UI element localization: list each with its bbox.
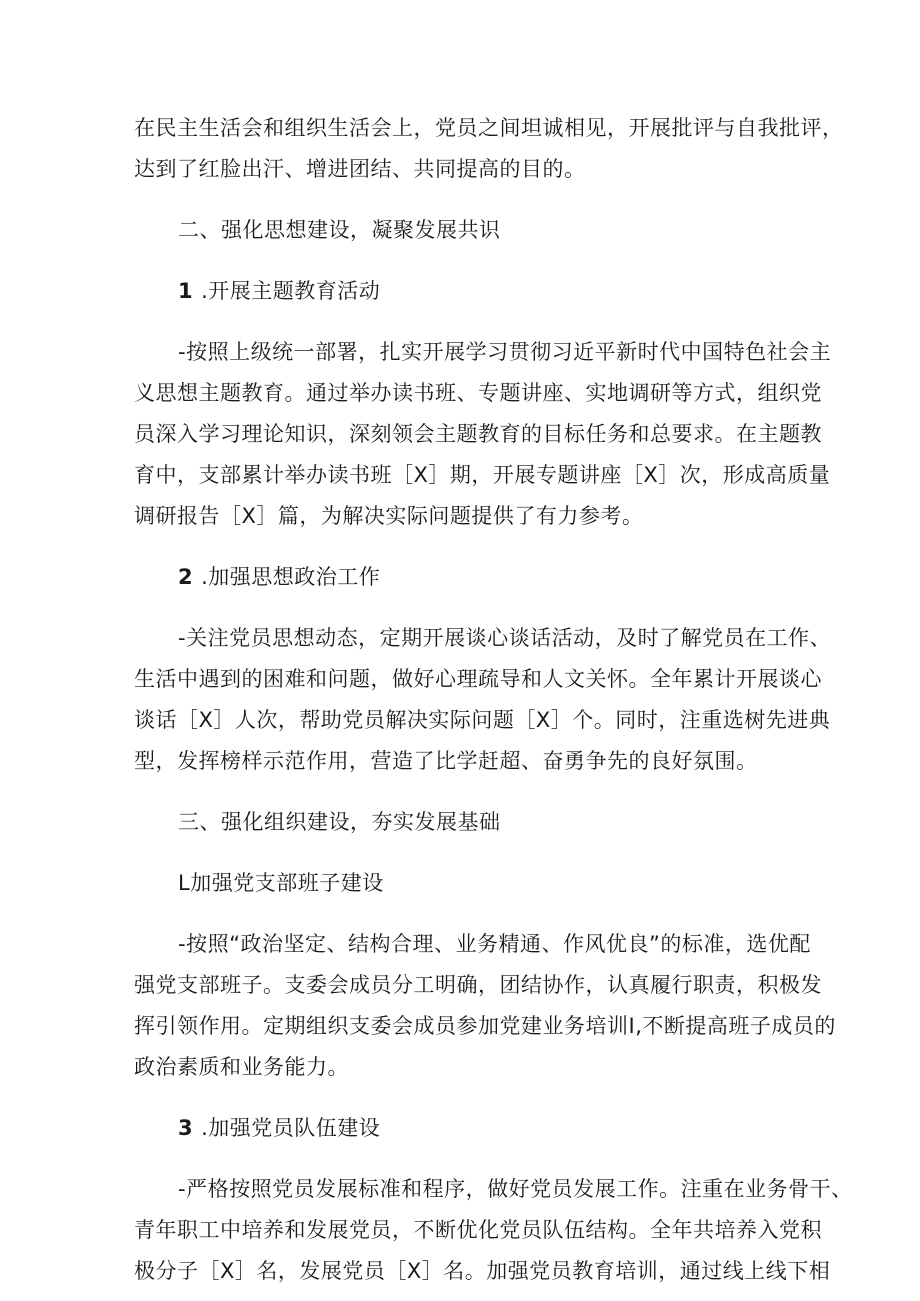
body-text-line: 政治素质和业务能力。 xyxy=(134,1055,349,1079)
body-text-line: 挥引领作用。定期组织支委会成员参加党建业务培训I,不断提高班子成员的 xyxy=(134,1014,836,1038)
subsection-heading xyxy=(134,1108,789,1149)
subsection-title: .加强党员队伍建设 xyxy=(201,1116,381,1140)
section-heading: 二、强化思想建设，凝聚发展共识 xyxy=(178,218,501,242)
body-text-line: -按照上级统一部署，扎实开展学习贯彻习近平新时代中国特色社会主 xyxy=(178,340,832,364)
body-text-line: 生活中遇到的困难和问题，做好心理疏导和人文关怀。全年累计开展谈心 xyxy=(134,667,822,691)
body-text-line: 调研报告［X］篇，为解决实际问题提供了有力参考。 xyxy=(134,504,644,528)
body-text-line: -严格按照党员发展标准和程序，做好党员发展工作。注重在业务骨干、 xyxy=(178,1177,853,1201)
body-text-line: 强党支部班子。支委会成员分工明确，团结协作，认真履行职责，积极发 xyxy=(134,973,822,997)
body-text-line: 达到了红脸出汗、增进团结、共同提高的目的。 xyxy=(134,157,586,181)
body-text-line: 型，发挥榜样示范作用，营造了比学赶超、奋勇争先的良好氛围。 xyxy=(134,749,758,773)
body-text-line: 义思想主题教育。通过举办读书班、专题讲座、实地调研等方式，组织党 xyxy=(134,381,822,405)
body-text-line: -关注党员思想动态，定期开展谈心谈话活动，及时了解党员在工作、 xyxy=(178,626,832,650)
body-text-line: 在民主生活会和组织生活会上，党员之间坦诚相见，开展批评与自我批评， xyxy=(134,116,844,140)
body-text-line: -按照“政治坚定、结构合理、业务精通、作风优良”的标准，选优配 xyxy=(178,932,811,956)
subsection-title: .加强思想政治工作 xyxy=(201,565,381,589)
subsection-number: 3 xyxy=(178,1116,194,1140)
subsection-number: 2 xyxy=(178,565,194,589)
subsection-title: .开展主题教育活动 xyxy=(201,279,381,303)
body-text-line: 育中，支部累计举办读书班［X］期，开展专题讲座［X］次，形成高质量 xyxy=(134,463,831,487)
body-text-line: 青年职工中培养和发展党员，不断优化党员队伍结构。全年共培养入党积 xyxy=(134,1218,822,1242)
body-text-line: 极分子［X］名，发展党员［X］名。加强党员教育培训，通过线上线下相 xyxy=(134,1259,831,1283)
subsection-number: 1 xyxy=(178,279,194,303)
subsection-title: L加强党支部班子建设 xyxy=(178,871,384,895)
body-text-line: 谈话［X］人次，帮助党员解决实际问题［X］个。同时，注重选树先进典 xyxy=(134,708,831,732)
subsection-heading xyxy=(134,271,789,312)
subsection-heading xyxy=(134,557,789,598)
subsection-heading xyxy=(134,863,789,904)
section-heading: 三、强化组织建设，夯实发展基础 xyxy=(178,810,501,834)
body-text-line: 员深入学习理论知识，深刻领会主题教育的目标任务和总要求。在主题教 xyxy=(134,422,822,446)
